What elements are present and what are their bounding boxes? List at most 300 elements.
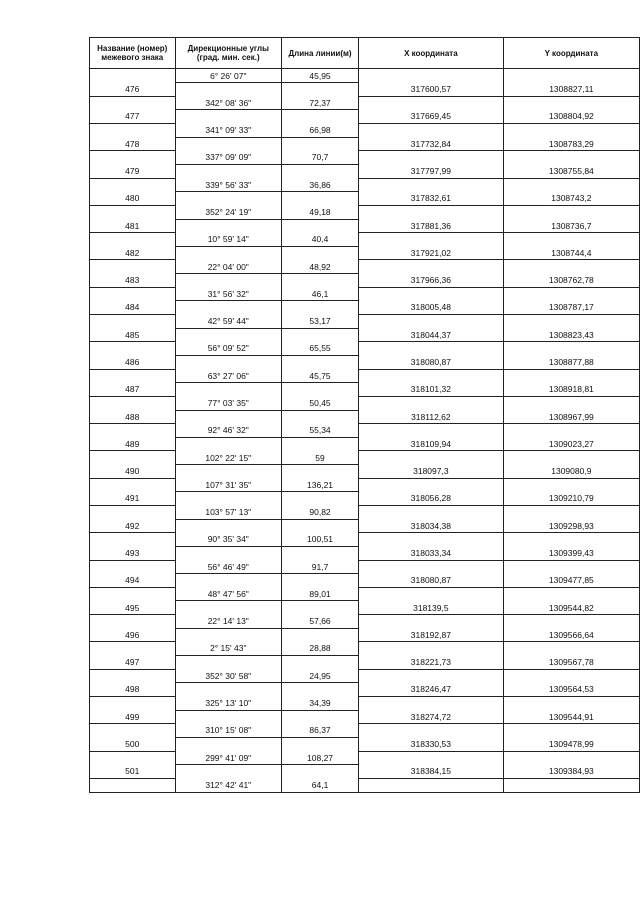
segment-y-cell bbox=[503, 178, 639, 192]
point-name: 494 bbox=[90, 574, 176, 588]
point-y: 1309298,93 bbox=[503, 519, 639, 533]
point-y: 1308823,43 bbox=[503, 328, 639, 342]
segment-row bbox=[90, 233, 640, 247]
segment-y-cell bbox=[503, 478, 639, 492]
segment-angle: 22° 14' 13" bbox=[175, 615, 282, 629]
point-name: 479 bbox=[90, 164, 176, 178]
segment-y-cell bbox=[503, 424, 639, 438]
point-row bbox=[90, 164, 640, 178]
point-length-cell bbox=[282, 765, 359, 779]
point-angle-cell bbox=[175, 301, 282, 315]
segment-angle: 352° 24' 19" bbox=[175, 205, 282, 219]
segment-y-cell bbox=[503, 205, 639, 219]
segment-name-cell bbox=[90, 396, 176, 410]
segment-angle: 342° 08' 36" bbox=[175, 96, 282, 110]
segment-angle: 107° 31' 35" bbox=[175, 478, 282, 492]
point-length-cell bbox=[282, 274, 359, 288]
segment-row bbox=[90, 615, 640, 629]
segment-row bbox=[90, 205, 640, 219]
segment-angle: 299° 41' 09" bbox=[175, 751, 282, 765]
point-name: 481 bbox=[90, 219, 176, 233]
point-row bbox=[90, 383, 640, 397]
segment-length: 89,01 bbox=[282, 587, 359, 601]
segment-name-cell bbox=[90, 205, 176, 219]
segment-length: 49,18 bbox=[282, 205, 359, 219]
segment-length: 40,4 bbox=[282, 233, 359, 247]
point-length-cell bbox=[282, 519, 359, 533]
point-y: 1309566,64 bbox=[503, 628, 639, 642]
segment-row bbox=[90, 696, 640, 710]
segment-length: 36,86 bbox=[282, 178, 359, 192]
segment-x-cell bbox=[359, 751, 504, 765]
segment-name-cell bbox=[90, 506, 176, 520]
point-name: 489 bbox=[90, 437, 176, 451]
point-row bbox=[90, 246, 640, 260]
point-y: 1308755,84 bbox=[503, 164, 639, 178]
point-angle-cell bbox=[175, 574, 282, 588]
point-y: 1308736,7 bbox=[503, 219, 639, 233]
segment-x-cell bbox=[359, 778, 504, 792]
segment-length: 24,95 bbox=[282, 669, 359, 683]
segment-angle: 103° 57' 13" bbox=[175, 506, 282, 520]
point-length-cell bbox=[282, 192, 359, 206]
point-x: 317832,61 bbox=[359, 192, 504, 206]
point-x: 317797,99 bbox=[359, 164, 504, 178]
point-name: 478 bbox=[90, 137, 176, 151]
segment-name-cell bbox=[90, 587, 176, 601]
point-x: 318044,37 bbox=[359, 328, 504, 342]
segment-y-cell bbox=[503, 533, 639, 547]
point-row bbox=[90, 737, 640, 751]
point-x: 318274,72 bbox=[359, 710, 504, 724]
point-angle-cell bbox=[175, 192, 282, 206]
point-x: 318033,34 bbox=[359, 546, 504, 560]
segment-angle: 6° 26' 07" bbox=[175, 69, 282, 83]
point-y: 1308918,81 bbox=[503, 383, 639, 397]
point-row bbox=[90, 328, 640, 342]
point-x: 318109,94 bbox=[359, 437, 504, 451]
segment-length: 72,37 bbox=[282, 96, 359, 110]
segment-length: 28,88 bbox=[282, 642, 359, 656]
segment-x-cell bbox=[359, 205, 504, 219]
segment-name-cell bbox=[90, 342, 176, 356]
point-name: 498 bbox=[90, 683, 176, 697]
point-x: 317600,57 bbox=[359, 83, 504, 97]
point-y: 1309399,43 bbox=[503, 546, 639, 560]
segment-row bbox=[90, 424, 640, 438]
point-angle-cell bbox=[175, 246, 282, 260]
segment-angle: 31° 56' 32" bbox=[175, 287, 282, 301]
point-angle-cell bbox=[175, 710, 282, 724]
point-x: 317921,02 bbox=[359, 246, 504, 260]
point-length-cell bbox=[282, 83, 359, 97]
segment-length: 66,98 bbox=[282, 124, 359, 138]
segment-y-cell bbox=[503, 778, 639, 792]
segment-row bbox=[90, 560, 640, 574]
point-length-cell bbox=[282, 301, 359, 315]
segment-name-cell bbox=[90, 315, 176, 329]
point-row bbox=[90, 601, 640, 615]
segment-x-cell bbox=[359, 69, 504, 83]
segment-angle: 339° 56' 33" bbox=[175, 178, 282, 192]
segment-row bbox=[90, 315, 640, 329]
segment-x-cell bbox=[359, 96, 504, 110]
point-row bbox=[90, 628, 640, 642]
segment-length: 70,7 bbox=[282, 151, 359, 165]
segment-length: 108,27 bbox=[282, 751, 359, 765]
point-length-cell bbox=[282, 601, 359, 615]
point-row bbox=[90, 83, 640, 97]
point-length-cell bbox=[282, 164, 359, 178]
point-x: 318246,47 bbox=[359, 683, 504, 697]
point-y: 1308804,92 bbox=[503, 110, 639, 124]
segment-row bbox=[90, 669, 640, 683]
segment-length: 46,1 bbox=[282, 287, 359, 301]
segment-x-cell bbox=[359, 124, 504, 138]
point-row bbox=[90, 437, 640, 451]
segment-y-cell bbox=[503, 315, 639, 329]
segment-y-cell bbox=[503, 396, 639, 410]
segment-row bbox=[90, 96, 640, 110]
point-name: 499 bbox=[90, 710, 176, 724]
segment-angle: 77° 03' 35" bbox=[175, 396, 282, 410]
point-angle-cell bbox=[175, 355, 282, 369]
segment-y-cell bbox=[503, 751, 639, 765]
point-angle-cell bbox=[175, 492, 282, 506]
header-x: X координата bbox=[359, 38, 504, 69]
segment-y-cell bbox=[503, 560, 639, 574]
point-length-cell bbox=[282, 355, 359, 369]
segment-row bbox=[90, 396, 640, 410]
point-length-cell bbox=[282, 328, 359, 342]
segment-row bbox=[90, 178, 640, 192]
segment-x-cell bbox=[359, 342, 504, 356]
point-angle-cell bbox=[175, 274, 282, 288]
header-name: Название (номер) межевого знака bbox=[90, 38, 176, 69]
point-angle-cell bbox=[175, 137, 282, 151]
segment-name-cell bbox=[90, 69, 176, 83]
segment-y-cell bbox=[503, 233, 639, 247]
point-x: 318112,62 bbox=[359, 410, 504, 424]
header-angle: Дирекционные углы (град. мин. сек.) bbox=[175, 38, 282, 69]
point-row bbox=[90, 519, 640, 533]
segment-name-cell bbox=[90, 724, 176, 738]
segment-length: 100,51 bbox=[282, 533, 359, 547]
segment-length: 34,39 bbox=[282, 696, 359, 710]
point-angle-cell bbox=[175, 656, 282, 670]
segment-row bbox=[90, 287, 640, 301]
segment-name-cell bbox=[90, 478, 176, 492]
segment-angle: 63° 27' 06" bbox=[175, 369, 282, 383]
point-angle-cell bbox=[175, 546, 282, 560]
point-length-cell bbox=[282, 683, 359, 697]
point-x: 318139,5 bbox=[359, 601, 504, 615]
segment-length: 59 bbox=[282, 451, 359, 465]
point-name: 484 bbox=[90, 301, 176, 315]
point-y: 1308762,78 bbox=[503, 274, 639, 288]
point-name: 492 bbox=[90, 519, 176, 533]
point-length-cell bbox=[282, 246, 359, 260]
point-x: 318221,73 bbox=[359, 656, 504, 670]
segment-y-cell bbox=[503, 287, 639, 301]
point-angle-cell bbox=[175, 683, 282, 697]
segment-y-cell bbox=[503, 696, 639, 710]
segment-length: 64,1 bbox=[282, 778, 359, 792]
point-angle-cell bbox=[175, 465, 282, 479]
point-x: 318056,28 bbox=[359, 492, 504, 506]
point-angle-cell bbox=[175, 164, 282, 178]
segment-row bbox=[90, 260, 640, 274]
segment-angle: 90° 35' 34" bbox=[175, 533, 282, 547]
point-y: 1308744,4 bbox=[503, 246, 639, 260]
segment-name-cell bbox=[90, 151, 176, 165]
point-y: 1309210,79 bbox=[503, 492, 639, 506]
segment-name-cell bbox=[90, 669, 176, 683]
segment-row bbox=[90, 724, 640, 738]
point-length-cell bbox=[282, 574, 359, 588]
boundary-coordinates-table bbox=[89, 37, 640, 793]
point-length-cell bbox=[282, 219, 359, 233]
segment-x-cell bbox=[359, 587, 504, 601]
segment-y-cell bbox=[503, 124, 639, 138]
point-length-cell bbox=[282, 737, 359, 751]
point-x: 318034,38 bbox=[359, 519, 504, 533]
point-name: 501 bbox=[90, 765, 176, 779]
segment-x-cell bbox=[359, 506, 504, 520]
point-angle-cell bbox=[175, 410, 282, 424]
segment-name-cell bbox=[90, 615, 176, 629]
segment-y-cell bbox=[503, 151, 639, 165]
segment-name-cell bbox=[90, 369, 176, 383]
segment-length: 45,75 bbox=[282, 369, 359, 383]
segment-length: 65,55 bbox=[282, 342, 359, 356]
point-angle-cell bbox=[175, 737, 282, 751]
point-x: 317669,45 bbox=[359, 110, 504, 124]
segment-row bbox=[90, 778, 640, 792]
point-row bbox=[90, 683, 640, 697]
segment-angle: 312° 42' 41" bbox=[175, 778, 282, 792]
segment-name-cell bbox=[90, 696, 176, 710]
segment-name-cell bbox=[90, 560, 176, 574]
segment-angle: 92° 46' 32" bbox=[175, 424, 282, 438]
segment-x-cell bbox=[359, 615, 504, 629]
segment-x-cell bbox=[359, 696, 504, 710]
point-name: 486 bbox=[90, 355, 176, 369]
segment-length: 50,45 bbox=[282, 396, 359, 410]
survey-sheet bbox=[89, 37, 640, 793]
point-y: 1308783,29 bbox=[503, 137, 639, 151]
point-row bbox=[90, 574, 640, 588]
point-name: 496 bbox=[90, 628, 176, 642]
point-length-cell bbox=[282, 383, 359, 397]
segment-angle: 337° 09' 09" bbox=[175, 151, 282, 165]
point-row bbox=[90, 301, 640, 315]
point-name: 497 bbox=[90, 656, 176, 670]
point-angle-cell bbox=[175, 437, 282, 451]
point-name: 485 bbox=[90, 328, 176, 342]
segment-y-cell bbox=[503, 669, 639, 683]
point-y: 1309544,91 bbox=[503, 710, 639, 724]
segment-angle: 2° 15' 43" bbox=[175, 642, 282, 656]
point-y: 1309080,9 bbox=[503, 465, 639, 479]
point-y: 1308787,17 bbox=[503, 301, 639, 315]
segment-x-cell bbox=[359, 533, 504, 547]
point-row bbox=[90, 137, 640, 151]
segment-angle: 310° 15' 08" bbox=[175, 724, 282, 738]
point-row bbox=[90, 355, 640, 369]
segment-y-cell bbox=[503, 342, 639, 356]
segment-x-cell bbox=[359, 642, 504, 656]
point-y: 1308827,11 bbox=[503, 83, 639, 97]
point-y: 1309544,82 bbox=[503, 601, 639, 615]
point-length-cell bbox=[282, 110, 359, 124]
segment-y-cell bbox=[503, 724, 639, 738]
point-length-cell bbox=[282, 492, 359, 506]
segment-x-cell bbox=[359, 396, 504, 410]
point-row bbox=[90, 274, 640, 288]
table-body bbox=[90, 69, 640, 793]
segment-row bbox=[90, 751, 640, 765]
point-row bbox=[90, 546, 640, 560]
segment-x-cell bbox=[359, 260, 504, 274]
point-length-cell bbox=[282, 437, 359, 451]
point-name: 500 bbox=[90, 737, 176, 751]
point-name: 495 bbox=[90, 601, 176, 615]
segment-angle: 10° 59' 14" bbox=[175, 233, 282, 247]
point-name: 476 bbox=[90, 83, 176, 97]
point-row bbox=[90, 110, 640, 124]
segment-name-cell bbox=[90, 287, 176, 301]
segment-row bbox=[90, 506, 640, 520]
segment-row bbox=[90, 587, 640, 601]
segment-y-cell bbox=[503, 96, 639, 110]
point-row bbox=[90, 710, 640, 724]
point-x: 318005,48 bbox=[359, 301, 504, 315]
segment-name-cell bbox=[90, 178, 176, 192]
segment-y-cell bbox=[503, 260, 639, 274]
point-angle-cell bbox=[175, 519, 282, 533]
segment-y-cell bbox=[503, 451, 639, 465]
point-x: 318097,3 bbox=[359, 465, 504, 479]
point-row bbox=[90, 656, 640, 670]
point-row bbox=[90, 492, 640, 506]
point-length-cell bbox=[282, 656, 359, 670]
segment-y-cell bbox=[503, 615, 639, 629]
header-y: Y координата bbox=[503, 38, 639, 69]
point-name: 487 bbox=[90, 383, 176, 397]
segment-name-cell bbox=[90, 533, 176, 547]
segment-angle: 341° 09' 33" bbox=[175, 124, 282, 138]
segment-row bbox=[90, 342, 640, 356]
point-x: 317881,36 bbox=[359, 219, 504, 233]
point-length-cell bbox=[282, 710, 359, 724]
point-name: 493 bbox=[90, 546, 176, 560]
point-x: 318101,32 bbox=[359, 383, 504, 397]
segment-length: 53,17 bbox=[282, 315, 359, 329]
segment-name-cell bbox=[90, 451, 176, 465]
segment-x-cell bbox=[359, 560, 504, 574]
header-length: Длина линии(м) bbox=[282, 38, 359, 69]
point-name: 491 bbox=[90, 492, 176, 506]
segment-angle: 325° 13' 10" bbox=[175, 696, 282, 710]
point-name: 488 bbox=[90, 410, 176, 424]
point-y: 1308877,88 bbox=[503, 355, 639, 369]
point-y: 1309384,93 bbox=[503, 765, 639, 779]
point-name: 477 bbox=[90, 110, 176, 124]
point-length-cell bbox=[282, 628, 359, 642]
point-angle-cell bbox=[175, 765, 282, 779]
segment-length: 55,34 bbox=[282, 424, 359, 438]
point-x: 318330,53 bbox=[359, 737, 504, 751]
point-row bbox=[90, 410, 640, 424]
segment-length: 136,21 bbox=[282, 478, 359, 492]
segment-x-cell bbox=[359, 151, 504, 165]
point-name: 483 bbox=[90, 274, 176, 288]
point-y: 1309023,27 bbox=[503, 437, 639, 451]
segment-angle: 48° 47' 56" bbox=[175, 587, 282, 601]
point-angle-cell bbox=[175, 110, 282, 124]
segment-length: 91,7 bbox=[282, 560, 359, 574]
point-row bbox=[90, 765, 640, 779]
segment-y-cell bbox=[503, 506, 639, 520]
segment-name-cell bbox=[90, 778, 176, 792]
point-angle-cell bbox=[175, 83, 282, 97]
point-angle-cell bbox=[175, 383, 282, 397]
point-length-cell bbox=[282, 465, 359, 479]
segment-y-cell bbox=[503, 587, 639, 601]
segment-y-cell bbox=[503, 69, 639, 83]
segment-name-cell bbox=[90, 751, 176, 765]
segment-x-cell bbox=[359, 724, 504, 738]
segment-row bbox=[90, 69, 640, 83]
point-angle-cell bbox=[175, 219, 282, 233]
point-row bbox=[90, 192, 640, 206]
segment-length: 57,66 bbox=[282, 615, 359, 629]
segment-x-cell bbox=[359, 233, 504, 247]
segment-row bbox=[90, 151, 640, 165]
point-name: 490 bbox=[90, 465, 176, 479]
segment-x-cell bbox=[359, 451, 504, 465]
segment-row bbox=[90, 124, 640, 138]
segment-x-cell bbox=[359, 287, 504, 301]
point-x: 318080,87 bbox=[359, 355, 504, 369]
point-length-cell bbox=[282, 546, 359, 560]
point-y: 1309477,85 bbox=[503, 574, 639, 588]
point-length-cell bbox=[282, 410, 359, 424]
segment-x-cell bbox=[359, 315, 504, 329]
point-y: 1309478,99 bbox=[503, 737, 639, 751]
segment-y-cell bbox=[503, 642, 639, 656]
segment-row bbox=[90, 369, 640, 383]
point-name: 480 bbox=[90, 192, 176, 206]
segment-length: 48,92 bbox=[282, 260, 359, 274]
segment-name-cell bbox=[90, 260, 176, 274]
segment-row bbox=[90, 533, 640, 547]
segment-x-cell bbox=[359, 178, 504, 192]
point-name: 482 bbox=[90, 246, 176, 260]
segment-x-cell bbox=[359, 478, 504, 492]
segment-name-cell bbox=[90, 124, 176, 138]
segment-name-cell bbox=[90, 96, 176, 110]
point-angle-cell bbox=[175, 601, 282, 615]
point-x: 318192,87 bbox=[359, 628, 504, 642]
segment-name-cell bbox=[90, 424, 176, 438]
segment-name-cell bbox=[90, 233, 176, 247]
point-angle-cell bbox=[175, 328, 282, 342]
point-y: 1308967,99 bbox=[503, 410, 639, 424]
segment-x-cell bbox=[359, 669, 504, 683]
segment-x-cell bbox=[359, 369, 504, 383]
